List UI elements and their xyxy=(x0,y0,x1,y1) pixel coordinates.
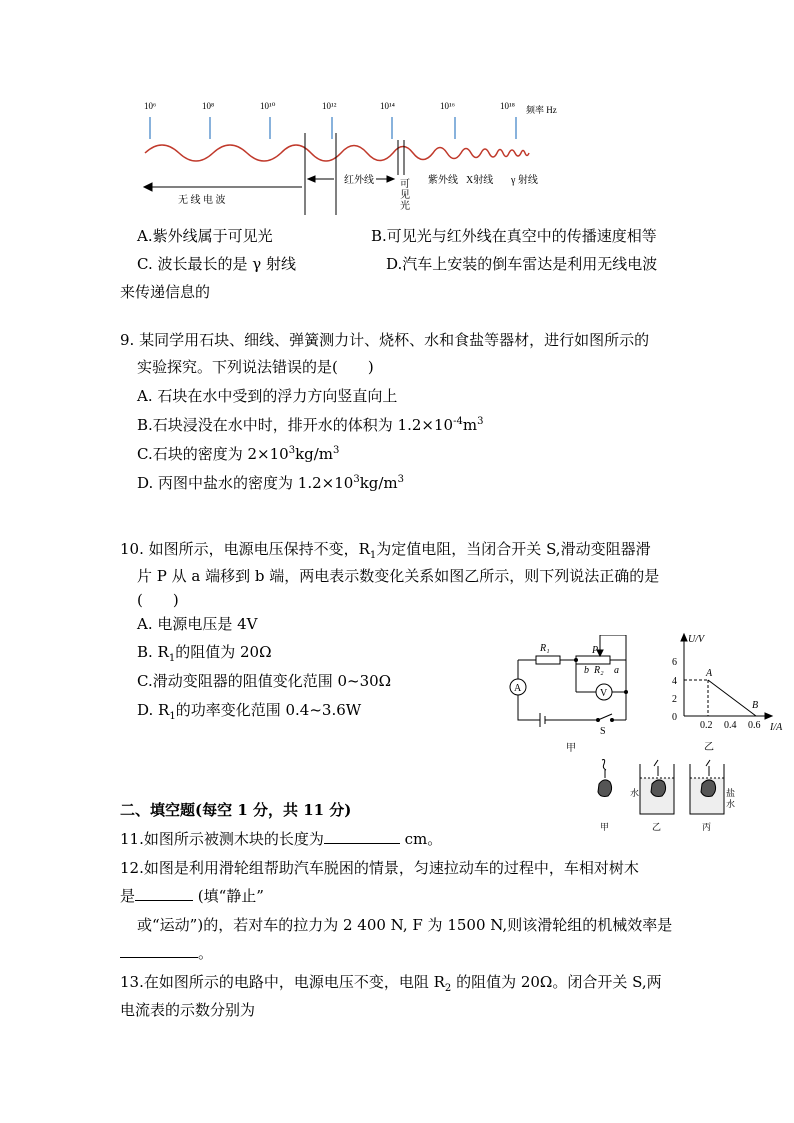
q11-blank[interactable] xyxy=(324,829,400,844)
water-label: 水 xyxy=(630,788,640,798)
q11: 11.如图所示被测木块的长度为 cm。 xyxy=(120,830,443,848)
q9-option-d: D. 丙图中盐水的密度为 $1.2\times 10^3kg/m^3$ xyxy=(137,474,405,492)
q12-line4: 。 xyxy=(120,943,213,963)
freq-label-8: 10⁸ xyxy=(202,101,215,111)
saltwater-label: 水 xyxy=(726,799,736,809)
point-b-label: B xyxy=(752,700,759,711)
resistor-r1 xyxy=(536,656,560,664)
radio-label: 无 线 电 波 xyxy=(178,195,226,206)
y-axis-label: U/V xyxy=(688,634,705,645)
q8-option-a: A.紫外线属于可见光 xyxy=(137,227,273,245)
q9-stem: 9. 某同学用石块、细线、弹簧测力计、烧杯、水和食盐等器材，进行如图所示的 xyxy=(120,331,650,349)
r1-label: R₁ xyxy=(540,643,550,654)
freq-label-10: 10¹⁰ xyxy=(260,101,276,111)
visible-label: 见 xyxy=(400,190,410,201)
freq-unit-label: 频率 Hz xyxy=(526,105,557,115)
q10-option-c: C.滑动变阻器的阻值变化范围 0~30Ω xyxy=(137,672,392,690)
q12-line1: 12.如图是利用滑轮组帮助汽车脱困的情景，匀速拉动车的过程中，车相对树木 xyxy=(120,859,639,877)
spectrum-figure xyxy=(130,95,570,220)
end-a-label: a xyxy=(614,665,619,676)
resistor-r2 xyxy=(576,656,610,664)
q13-line2: 电流表的示数分别为 xyxy=(120,1001,256,1019)
q12-blank-2[interactable] xyxy=(120,943,198,958)
caption-jia: 甲 xyxy=(600,822,610,832)
y-tick-0: 0 xyxy=(672,712,677,723)
circuit-caption: 甲 xyxy=(566,743,576,754)
gamma-label: γ 射线 xyxy=(511,175,538,186)
q13-line1: 13.在如图所示的电路中，电源电压不变，电阻 $R_2$ 的阻值为 20Ω。闭合开关 S,两 xyxy=(120,973,662,994)
q8-option-d: D.汽车上安装的倒车雷达是利用无线电波 xyxy=(386,255,658,273)
q12-blank-1[interactable] xyxy=(135,886,193,901)
visible-label: 光 xyxy=(400,201,410,212)
q12-line2: 是 (填“静止” xyxy=(120,887,264,905)
x-axis-label: I/A xyxy=(770,722,783,733)
x-tick-0.4: 0.4 xyxy=(724,720,737,731)
freq-label-12: 10¹² xyxy=(322,101,337,111)
q10-stem-paren: ( ) xyxy=(137,591,179,609)
q10-stem: 10. 如图所示，电源电压保持不变，$R_1$为定值电阻，当闭合开关 S,滑动变阻器滑 xyxy=(120,540,651,561)
freq-label-16: 10¹⁶ xyxy=(440,101,455,111)
y-tick-6: 6 xyxy=(672,657,677,668)
q12-line3: 或“运动”)的，若对车的拉力为 2 400 N, F 为 1500 N,则该滑轮组的机械效率是 xyxy=(137,916,673,934)
switch-label: S xyxy=(600,726,606,737)
y-tick-2: 2 xyxy=(672,694,677,705)
q10-option-a: A. 电源电压是 4V xyxy=(137,615,258,633)
q10-option-b: B. $R_1$的阻值为 20Ω xyxy=(137,643,272,664)
freq-label-6: 10⁶ xyxy=(144,101,157,111)
caption-bing: 丙 xyxy=(702,822,712,832)
visible-label: 可 xyxy=(400,179,410,190)
q8-option-b: B.可见光与红外线在真空中的传播速度相等 xyxy=(371,227,657,245)
q9-option-a: A. 石块在水中受到的浮力方向竖直向上 xyxy=(137,387,398,405)
x-tick-0.2: 0.2 xyxy=(700,720,713,731)
ui-graph xyxy=(664,630,794,752)
switch-lever xyxy=(598,714,612,720)
voltmeter-label: V xyxy=(600,688,608,699)
end-b-label: b xyxy=(584,665,589,676)
q8-option-c: C. 波长最长的是 γ 射线 xyxy=(137,255,296,273)
caption-yi: 乙 xyxy=(652,822,662,832)
x-tick-0.6: 0.6 xyxy=(748,720,761,731)
ultraviolet-label: 紫外线 xyxy=(428,175,458,186)
infrared-label: 红外线 xyxy=(344,175,374,186)
q8-option-d-cont: 来传递信息的 xyxy=(120,283,211,301)
q10-option-d: D. $R_1$的功率变化范围 0.4~3.6W xyxy=(137,701,362,722)
freq-label-14: 10¹⁴ xyxy=(380,101,395,111)
stone-jia xyxy=(598,780,612,797)
y-tick-4: 4 xyxy=(672,676,677,687)
section2-title: 二、填空题(每空 1 分，共 11 分) xyxy=(120,801,352,819)
q9-stem-cont: 实验探究。下列说法错误的是( ) xyxy=(137,358,374,376)
q9-option-c: C.石块的密度为 $2\times 10^3kg/m^3$ xyxy=(137,445,340,463)
stone-bing xyxy=(701,780,716,797)
q10-stem-cont: 片 P 从 a 端移到 b 端，两电表示数变化关系如图乙所示，则下列说法正确的是 xyxy=(137,567,660,585)
slider-p-label: P xyxy=(592,645,599,656)
graph-caption: 乙 xyxy=(704,742,714,752)
beaker-figure xyxy=(588,752,738,836)
xray-label: X射线 xyxy=(466,175,494,186)
stone-yi xyxy=(651,780,666,797)
ammeter-label: A xyxy=(514,683,522,694)
saltwater-label: 盐 xyxy=(726,788,736,798)
wave-curve xyxy=(145,145,529,161)
circuit-diagram xyxy=(500,635,640,755)
point-a-label: A xyxy=(706,668,713,679)
q9-option-b: B.石块浸没在水中时，排开水的体积为 $1.2\times 10^{-4}m^3$ xyxy=(137,416,484,434)
r2-label: R₂ xyxy=(594,665,604,676)
freq-label-18: 10¹⁸ xyxy=(500,101,515,111)
graph-line xyxy=(708,680,759,716)
